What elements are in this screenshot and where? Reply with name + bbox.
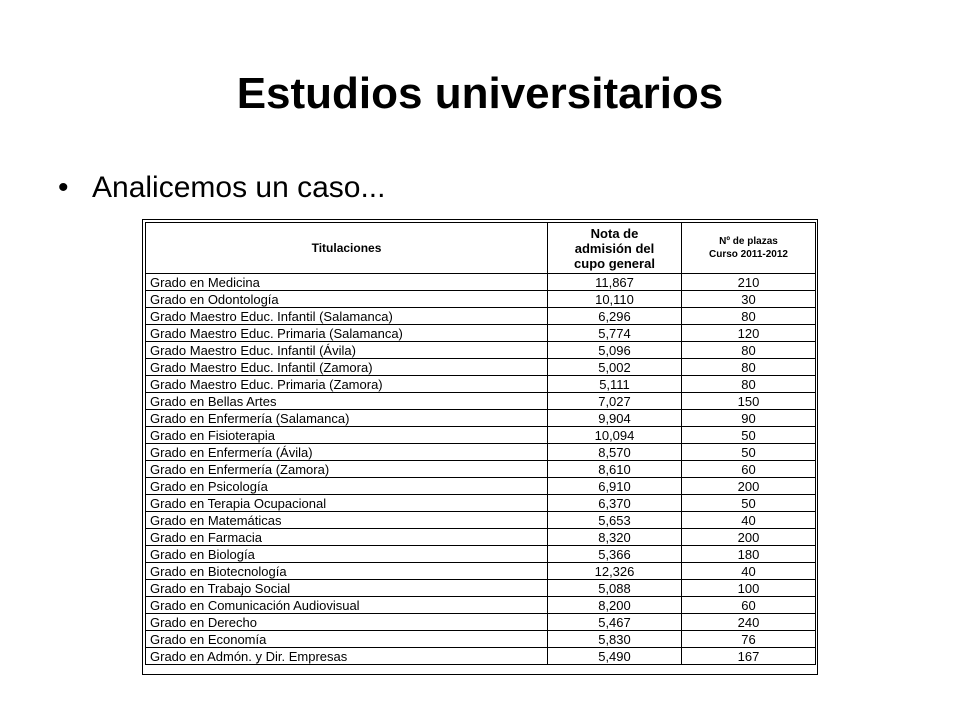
cell-nota: 5,490: [548, 648, 682, 665]
cell-plazas: 240: [682, 614, 816, 631]
cell-titulacion: Grado en Matemáticas: [146, 512, 548, 529]
header-row: [146, 223, 816, 274]
table-row: [146, 495, 816, 512]
table-row: [146, 529, 816, 546]
table-row: [146, 546, 816, 563]
cell-titulacion: Grado Maestro Educ. Infantil (Zamora): [146, 359, 548, 376]
table-row: [146, 376, 816, 393]
cell-titulacion: Grado en Biología: [146, 546, 548, 563]
cell-nota: 10,110: [548, 291, 682, 308]
cell-nota: 5,653: [548, 512, 682, 529]
cell-plazas: 80: [682, 376, 816, 393]
cell-plazas: 200: [682, 529, 816, 546]
cell-nota: 5,467: [548, 614, 682, 631]
table-row: [146, 614, 816, 631]
cell-nota: 6,370: [548, 495, 682, 512]
table-row: [146, 359, 816, 376]
cell-titulacion: Grado en Comunicación Audiovisual: [146, 597, 548, 614]
cell-nota: 5,088: [548, 580, 682, 597]
cell-plazas: 76: [682, 631, 816, 648]
cell-plazas: 50: [682, 444, 816, 461]
cell-plazas: 30: [682, 291, 816, 308]
cell-plazas: 200: [682, 478, 816, 495]
cell-nota: 11,867: [548, 274, 682, 291]
cell-plazas: 60: [682, 461, 816, 478]
cell-titulacion: Grado en Biotecnología: [146, 563, 548, 580]
cell-plazas: 80: [682, 308, 816, 325]
header-titulaciones: Titulaciones: [146, 223, 548, 274]
cell-plazas: 180: [682, 546, 816, 563]
table-body: [146, 274, 816, 665]
cell-nota: 9,904: [548, 410, 682, 427]
bullet-dot-icon: •: [58, 171, 69, 204]
cell-nota: 8,610: [548, 461, 682, 478]
header-nota-line2: admisión del: [574, 240, 655, 256]
cell-titulacion: Grado en Enfermería (Ávila): [146, 444, 548, 461]
cell-titulacion: Grado Maestro Educ. Infantil (Ávila): [146, 342, 548, 359]
table-row: [146, 512, 816, 529]
header-plazas: [682, 223, 816, 274]
cell-titulacion: Grado en Farmacia: [146, 529, 548, 546]
cell-plazas: 167: [682, 648, 816, 665]
cell-plazas: 120: [682, 325, 816, 342]
cell-titulacion: Grado Maestro Educ. Primaria (Salamanca): [146, 325, 548, 342]
cell-nota: 12,326: [548, 563, 682, 580]
cell-plazas: 60: [682, 597, 816, 614]
table-frame: [142, 219, 818, 675]
table-row: [146, 461, 816, 478]
cell-titulacion: Grado en Admón. y Dir. Empresas: [146, 648, 548, 665]
cell-titulacion: Grado en Enfermería (Zamora): [146, 461, 548, 478]
cell-plazas: 40: [682, 512, 816, 529]
table-row: [146, 478, 816, 495]
cell-plazas: 50: [682, 495, 816, 512]
cell-titulacion: Grado en Bellas Artes: [146, 393, 548, 410]
table-row: [146, 325, 816, 342]
cell-plazas: 210: [682, 274, 816, 291]
cell-nota: 8,320: [548, 529, 682, 546]
cell-plazas: 80: [682, 342, 816, 359]
table-row: [146, 631, 816, 648]
table-row: [146, 648, 816, 665]
cell-nota: 5,830: [548, 631, 682, 648]
table-row: [146, 580, 816, 597]
cell-plazas: 150: [682, 393, 816, 410]
cell-nota: 5,002: [548, 359, 682, 376]
cell-plazas: 80: [682, 359, 816, 376]
table-row: [146, 308, 816, 325]
cell-nota: 7,027: [548, 393, 682, 410]
bullet-item: [58, 166, 385, 210]
cell-nota: 8,570: [548, 444, 682, 461]
cell-titulacion: Grado Maestro Educ. Primaria (Zamora): [146, 376, 548, 393]
header-nota: [548, 223, 682, 274]
cell-titulacion: Grado en Economía: [146, 631, 548, 648]
cell-nota: 8,200: [548, 597, 682, 614]
header-plazas-line2: Curso 2011-2012: [709, 249, 788, 260]
cell-titulacion: Grado en Odontología: [146, 291, 548, 308]
cell-nota: 5,366: [548, 546, 682, 563]
table-row: [146, 444, 816, 461]
cell-titulacion: Grado Maestro Educ. Infantil (Salamanca): [146, 308, 548, 325]
table-row: [146, 427, 816, 444]
cell-titulacion: Grado en Trabajo Social: [146, 580, 548, 597]
cell-titulacion: Grado en Enfermería (Salamanca): [146, 410, 548, 427]
admissions-table: [145, 222, 816, 665]
cell-plazas: 40: [682, 563, 816, 580]
table-row: [146, 597, 816, 614]
table-row: [146, 563, 816, 580]
cell-titulacion: Grado en Derecho: [146, 614, 548, 631]
cell-titulacion: Grado en Terapia Ocupacional: [146, 495, 548, 512]
header-plazas-line1: Nº de plazas: [719, 236, 778, 247]
bullet-text: Analicemos un caso...: [92, 171, 386, 204]
cell-titulacion: Grado en Fisioterapia: [146, 427, 548, 444]
table-row: [146, 291, 816, 308]
cell-nota: 5,111: [548, 376, 682, 393]
cell-plazas: 100: [682, 580, 816, 597]
cell-plazas: 50: [682, 427, 816, 444]
cell-nota: 5,774: [548, 325, 682, 342]
cell-plazas: 90: [682, 410, 816, 427]
slide-title: Estudios universitarios: [236, 69, 724, 118]
table-header: [146, 223, 816, 274]
header-nota-line1: Nota de: [590, 225, 639, 241]
header-nota-line3: cupo general: [574, 255, 655, 271]
cell-titulacion: Grado en Psicología: [146, 478, 548, 495]
cell-nota: 5,096: [548, 342, 682, 359]
cell-nota: 10,094: [548, 427, 682, 444]
table-row: [146, 342, 816, 359]
cell-nota: 6,910: [548, 478, 682, 495]
table-row: [146, 274, 816, 291]
cell-nota: 6,296: [548, 308, 682, 325]
table-row: [146, 393, 816, 410]
cell-titulacion: Grado en Medicina: [146, 274, 548, 291]
table-row: [146, 410, 816, 427]
